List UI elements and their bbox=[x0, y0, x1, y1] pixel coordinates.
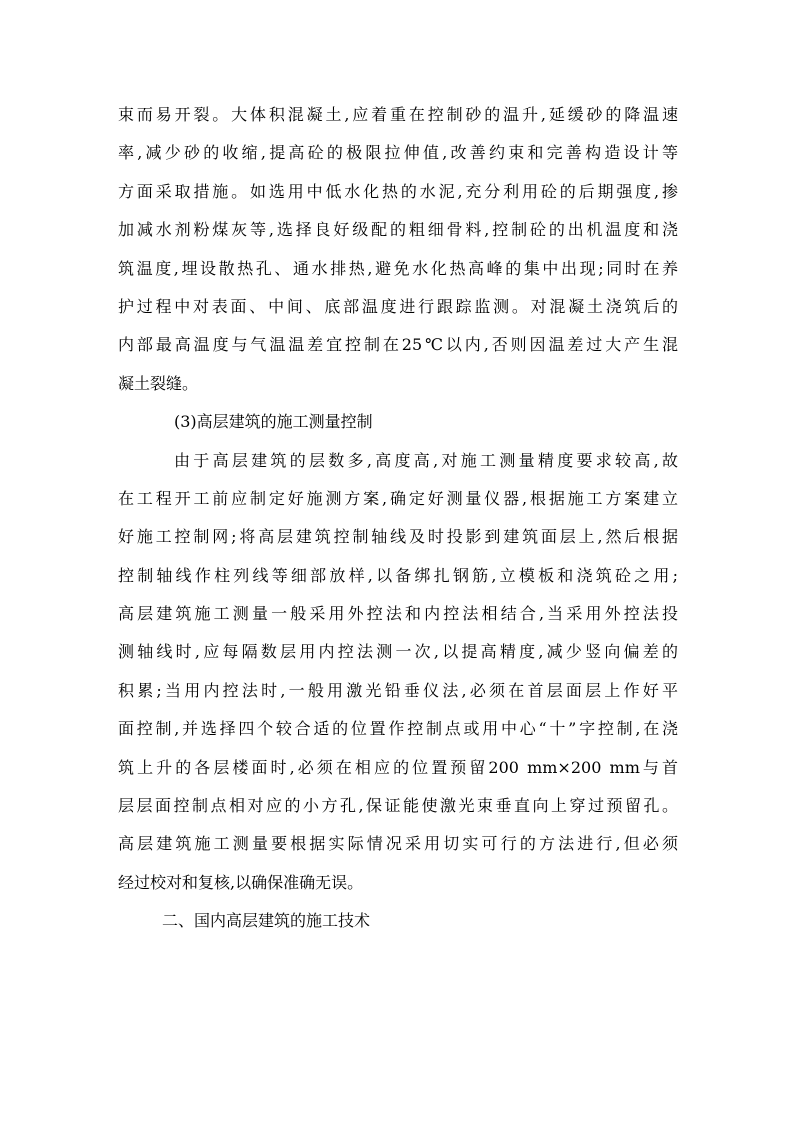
chapter-heading: 二、国内高层建筑的施工技术 bbox=[162, 911, 371, 931]
body-text-line: 率,减少砂的收缩,提高砼的极限拉伸值,改善约束和完善构造设计等 bbox=[118, 143, 678, 163]
body-text-line: 控制轴线作柱列线等细部放样,以备绑扎钢筋,立模板和浇筑砼之用; bbox=[118, 565, 678, 585]
body-text-line: 内部最高温度与气温温差宜控制在25℃以内,否则因温差过大产生混 bbox=[118, 335, 678, 355]
body-text-line: 束而易开裂。大体积混凝土,应着重在控制砂的温升,延缓砂的降温速 bbox=[118, 105, 678, 124]
body-text-line: 方面采取措施。如选用中低水化热的水泥,充分利用砼的后期强度,掺 bbox=[118, 181, 678, 201]
body-text-line: 高层建筑施工测量一般采用外控法和内控法相结合,当采用外控法投 bbox=[118, 604, 678, 624]
body-text-line: 经过校对和复核,以确保准确无误。 bbox=[118, 872, 364, 892]
document-page bbox=[118, 96, 678, 941]
body-text-line: 测轴线时,应每隔数层用内控法测一次,以提高精度,减少竖向偏差的 bbox=[118, 642, 678, 662]
body-text-line: 由于高层建筑的层数多,高度高,对施工测量精度要求较高,故 bbox=[174, 450, 678, 470]
body-text-line: 筑上升的各层楼面时,必须在相应的位置预留200 mm×200 mm与首 bbox=[118, 757, 678, 777]
body-text-line: 好施工控制网;将高层建筑控制轴线及时投影到建筑面层上,然后根据 bbox=[118, 527, 678, 547]
body-text-line: 层层面控制点相对应的小方孔,保证能使激光束垂直向上穿过预留孔。 bbox=[118, 796, 678, 816]
body-text-line: 在工程开工前应制定好施测方案,确定好测量仪器,根据施工方案建立 bbox=[118, 488, 678, 508]
body-text-line: 面控制,并选择四个较合适的位置作控制点或用中心“十”字控制,在浇 bbox=[118, 719, 678, 739]
body-text-line: 加减水剂粉煤灰等,选择良好级配的粗细骨料,控制砼的出机温度和浇 bbox=[118, 220, 678, 240]
body-text-line: 高层建筑施工测量要根据实际情况采用切实可行的方法进行,但必须 bbox=[118, 834, 678, 854]
body-text-line: 凝土裂缝。 bbox=[118, 373, 199, 393]
body-text-line: 积累;当用内控法时,一般用激光铅垂仪法,必须在首层面层上作好平 bbox=[118, 680, 678, 700]
body-text-line: 筑温度,埋设散热孔、通水排热,避免水化热高峰的集中出现;同时在养 bbox=[118, 258, 678, 278]
section-heading: (3)高层建筑的施工测量控制 bbox=[174, 412, 373, 432]
body-text-line: 护过程中对表面、中间、底部温度进行跟踪监测。对混凝土浇筑后的 bbox=[118, 296, 678, 316]
